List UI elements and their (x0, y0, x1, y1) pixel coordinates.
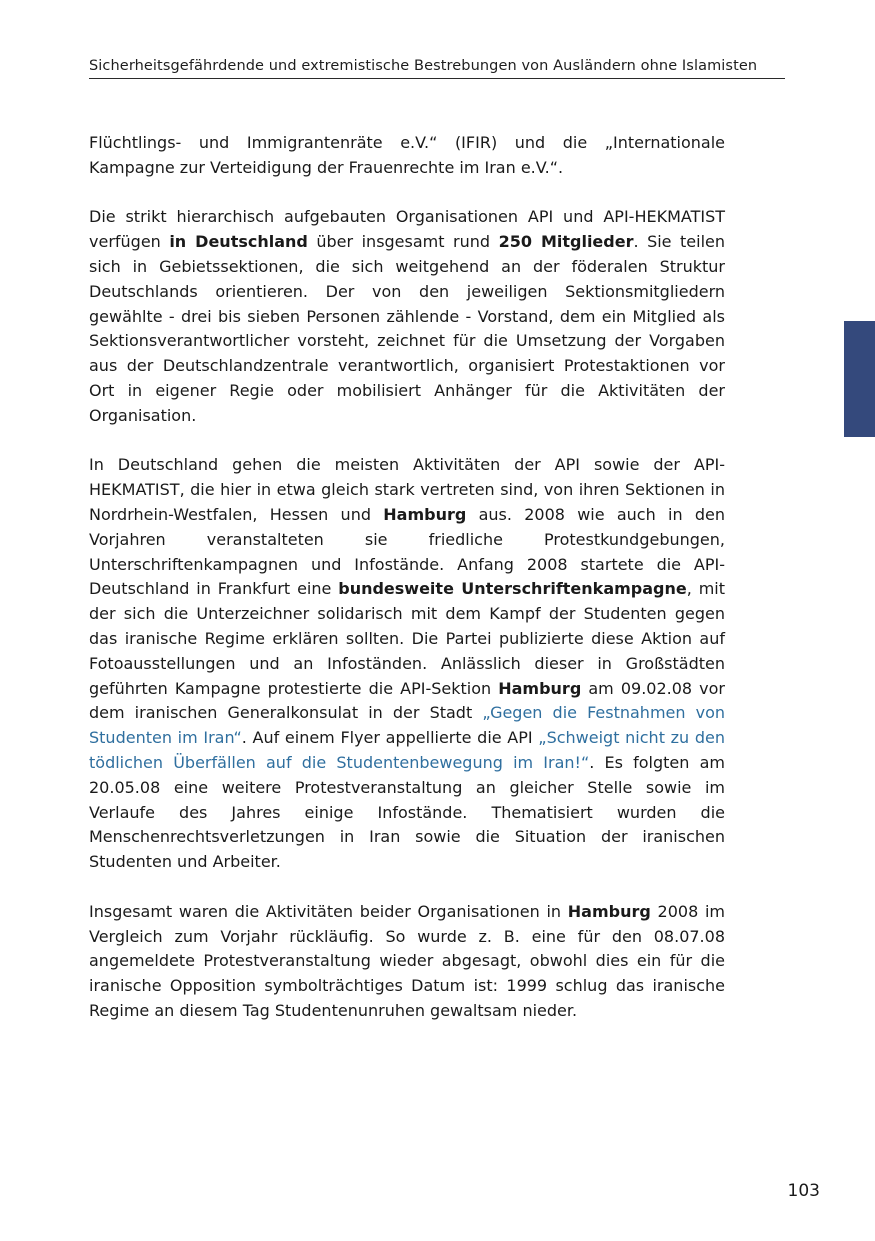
page-number: 103 (787, 1181, 820, 1201)
bold-run: Hamburg (498, 678, 582, 698)
quote-highlight: „Schweigt nicht zu den tödlichen Überfällen auf die Studentenbewegung im Iran!“ (89, 728, 725, 772)
bold-run: Hamburg (567, 901, 651, 921)
text-run: über insgesamt rund (307, 232, 499, 252)
text-run: Insgesamt waren die Aktivitäten beider Organisationen in (89, 901, 568, 921)
body-text (89, 131, 725, 1048)
paragraph-4 (89, 900, 725, 1024)
text-run: aus. 2008 wie auch in den Vorjahren veranstalteten sie friedliche Protestkundgebungen, Unterschriftenkampagnen und Infostände. Anfang 2008 startete die API-Deutschland in Frankfurt eine (89, 504, 725, 599)
paragraph-1 (89, 131, 725, 181)
paragraph-3 (89, 453, 725, 875)
text-run: Flüchtlings- und Immigrantenräte e.V.“ (IFIR) und die „Internationale Kampagne zur Verteidigung der Frauenrechte im Iran e.V.“. (89, 133, 725, 177)
text-run: In Deutschland gehen die meisten Aktivitäten der API sowie der API-HEKMATIST, die hier in etwa gleich stark vertreten sind, von ihren Sektionen in Nordrhein-Westfalen, Hessen und (89, 455, 725, 524)
text-run: . Sie teilen sich in Gebietssektionen, die sich weitgehend an der föderalen Struktur Deutschlands orientieren. Der von den jeweiligen Sektionsmitgliedern gewählte - drei bis sieben Personen zählende - Vorstand, dem ein Mitglied als Sektionsverantwortlicher vorsteht, zeichnet für die Umsetzung der Vorgaben aus der Deutschlandzentrale verantwortlich, organisiert Protestaktionen vor Ort in eigener Regie oder mobilisiert Anhänger für die Aktivitäten der Organisation. (89, 232, 726, 425)
bold-run: in Deutschland (169, 232, 308, 252)
bold-run: 250 Mitglieder (498, 232, 634, 252)
quote-highlight: „Gegen die Festnahmen von Studenten im Iran“ (89, 703, 726, 748)
paragraph-2 (89, 205, 725, 428)
text-run: am 09.02.08 vor dem iranischen Generalkonsulat in der Stadt (89, 678, 725, 723)
text-run: 2008 im Vergleich zum Vorjahr rückläufig. So wurde z. B. eine für den 08.07.08 angemeldete Protestveranstaltung wieder abgesagt, obwohl dies ein für die iranische Opposition symbolträchtiges Datum ist: 1999 schlug das iranische Regime an diesem Tag Studentenunruhen gewaltsam nieder. (89, 901, 726, 1020)
text-run: , mit der sich die Unterzeichner solidarisch mit dem Kampf der Studenten gegen das iranische Regime erklären sollten. Die Partei publizierte diese Aktion auf Fotoausstellungen und an Infoständen. Anlässlich dieser in Großstädten geführten Kampagne protestierte die API-Sektion (89, 579, 726, 698)
bold-run: Hamburg (383, 504, 467, 524)
text-run: . Es folgten am 20.05.08 eine weitere Protestveranstaltung an gleicher Stelle sowie im Verlaufe des Jahres einige Infostände. Thematisiert wurden die Menschenrechtsverletzungen in Iran sowie die Situation der iranischen Studenten und Arbeiter. (89, 752, 725, 872)
running-header: Sicherheitsgefährdende und extremistische Bestrebungen von Ausländern ohne Islamisten (89, 58, 785, 79)
bold-run: bundesweite Unterschriftenkampagne (338, 579, 687, 599)
text-run: Die strikt hierarchisch aufgebauten Organisationen API und API-HEKMATIST verfügen (89, 207, 725, 252)
chapter-tab-marker (844, 321, 875, 437)
text-run: . Auf einem Flyer appellierte die API (241, 728, 539, 748)
